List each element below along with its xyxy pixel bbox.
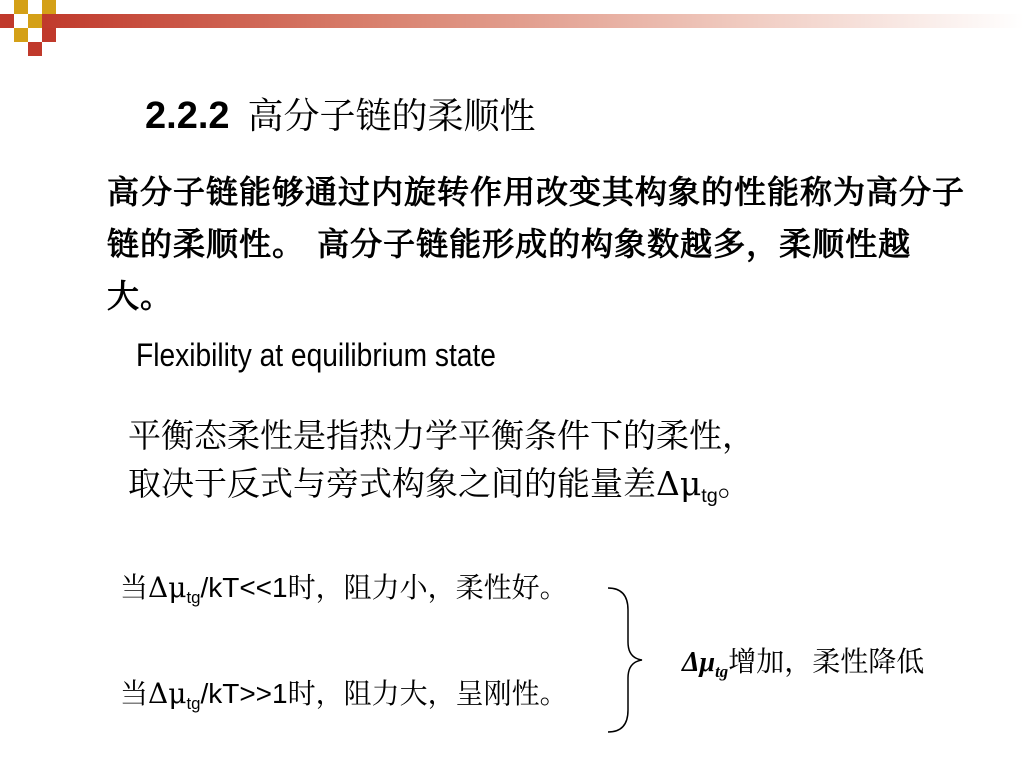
header-square	[42, 0, 56, 14]
paragraph-line-2-prefix: 取决于反式与旁式构象之间的能量差	[128, 464, 656, 503]
paragraph-line-2-suffix: 。	[717, 464, 751, 503]
symbol-subscript: tg	[715, 661, 729, 681]
condition-prefix: 当	[120, 571, 149, 604]
delta-mu-symbol: Δμ	[148, 571, 187, 604]
title-text: 高分子链的柔顺性	[247, 96, 536, 137]
equilibrium-paragraph	[128, 412, 755, 520]
symbol-subscript: tg	[701, 484, 718, 507]
condition-prefix: 当	[120, 677, 149, 710]
definition-text: 高分子链能够通过内旋转作用改变其构象的性能称为高分子链的柔顺性。 高分子链能形成的构象数越多，柔顺性越大。	[107, 173, 966, 315]
header-square	[14, 28, 28, 42]
delta-mu-symbol: Δμ	[656, 464, 702, 503]
condition-text: 时，阻力大，呈刚性。	[287, 677, 568, 710]
header-square	[14, 0, 28, 14]
result-statement	[682, 640, 924, 682]
paragraph-line-1: 平衡态柔性是指热力学平衡条件下的柔性，	[128, 416, 755, 455]
subtitle: Flexibility at equilibrium state	[136, 337, 496, 373]
symbol-subscript: tg	[186, 587, 201, 607]
condition-expression: /kT<<1	[200, 572, 288, 603]
condition-expression: /kT>>1	[200, 678, 288, 709]
result-text: 增加，柔性降低	[728, 645, 925, 678]
delta-mu-symbol: Δμ	[148, 677, 187, 710]
title-number: 2.2.2	[145, 95, 230, 137]
header-square	[28, 42, 42, 56]
header-square	[0, 14, 14, 28]
condition-text: 时，阻力小，柔性好。	[287, 571, 568, 604]
header-gradient-bar	[40, 14, 1024, 28]
symbol-subscript: tg	[186, 693, 201, 713]
paragraph-line-2	[128, 460, 755, 520]
condition-high	[120, 672, 568, 714]
header-square	[28, 14, 42, 28]
condition-low	[120, 566, 568, 608]
delta-mu-symbol: Δμ	[682, 647, 716, 678]
page-title	[145, 88, 536, 139]
header-square	[42, 28, 56, 42]
right-brace	[600, 580, 650, 740]
